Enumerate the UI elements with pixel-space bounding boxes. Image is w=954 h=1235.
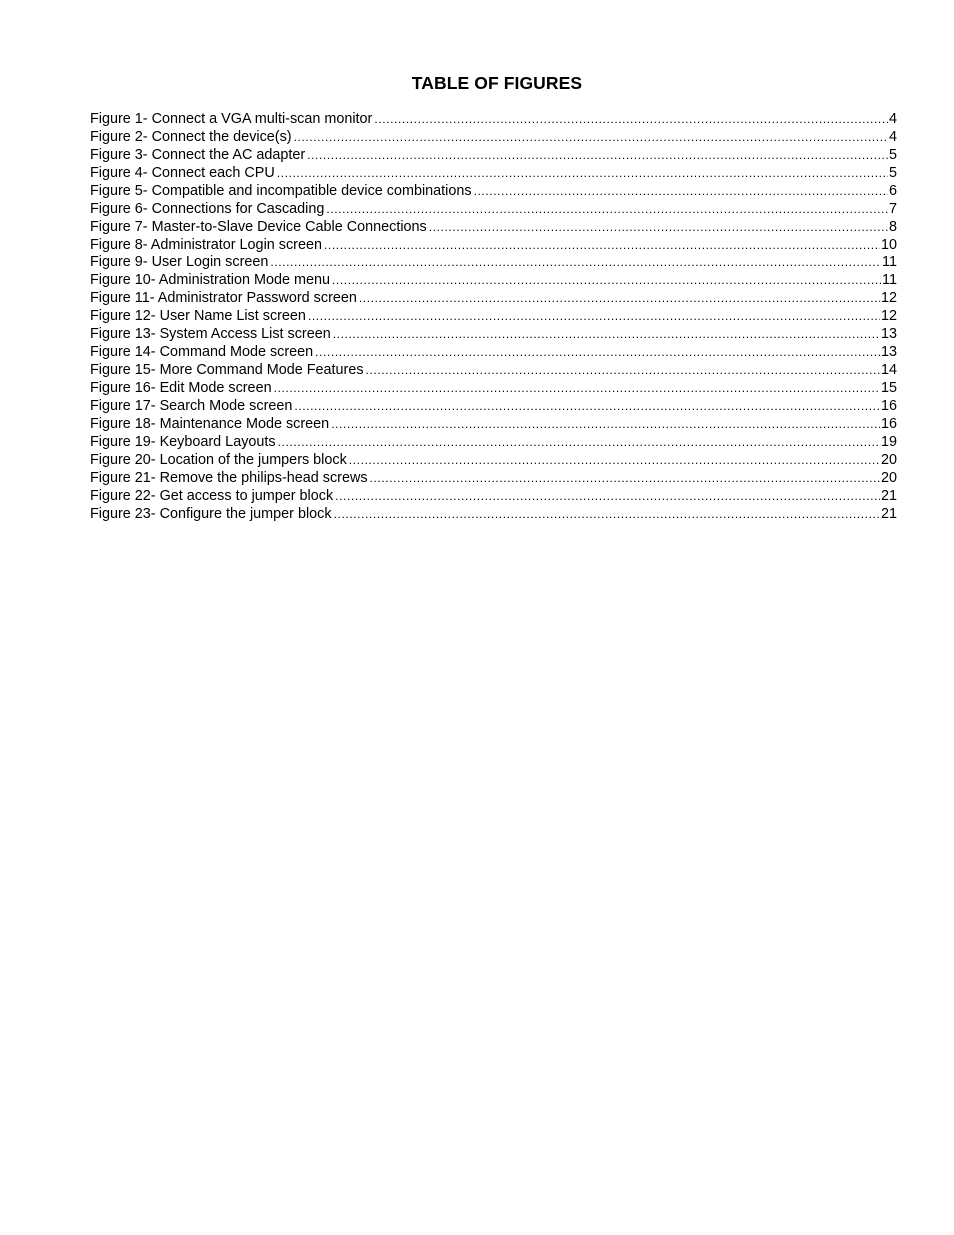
toc-entry-label: Figure 22- Get access to jumper block bbox=[90, 487, 334, 504]
toc-leader-dots bbox=[315, 344, 880, 362]
page-title: TABLE OF FIGURES bbox=[411, 73, 583, 93]
toc-leader-dots bbox=[326, 201, 888, 219]
toc-leader-dots bbox=[366, 362, 880, 380]
toc-entry-page: 21 bbox=[880, 505, 897, 522]
toc-entry[interactable] bbox=[90, 237, 897, 255]
toc-entry-page: 21 bbox=[880, 487, 897, 504]
toc-leader-dots bbox=[334, 506, 880, 524]
toc-entry-page: 11 bbox=[882, 254, 897, 271]
toc-leader-dots bbox=[274, 380, 880, 398]
toc-leader-dots bbox=[278, 434, 880, 452]
toc-entry-page: 5 bbox=[888, 146, 897, 163]
toc-entry-page: 12 bbox=[880, 308, 897, 325]
toc-entry-page: 6 bbox=[888, 182, 897, 199]
toc-entry[interactable] bbox=[90, 201, 897, 219]
toc-entry-label: Figure 9- User Login screen bbox=[90, 254, 269, 271]
toc-entry-page: 20 bbox=[880, 469, 897, 486]
toc-entry-page: 13 bbox=[880, 344, 897, 361]
toc-leader-dots bbox=[335, 488, 880, 506]
toc-entry-page: 20 bbox=[880, 451, 897, 468]
toc-entry[interactable] bbox=[90, 506, 897, 524]
toc-entry[interactable] bbox=[90, 308, 897, 326]
toc-entry[interactable] bbox=[90, 219, 897, 237]
toc-entry-label: Figure 23- Configure the jumper block bbox=[90, 505, 332, 522]
toc-entry[interactable] bbox=[90, 488, 897, 506]
toc-entry-page: 7 bbox=[888, 200, 897, 217]
toc-entry-page: 10 bbox=[880, 236, 897, 253]
toc-leader-dots bbox=[332, 272, 881, 290]
toc-entry[interactable] bbox=[90, 111, 897, 129]
toc-entry[interactable] bbox=[90, 344, 897, 362]
toc-entry-page: 11 bbox=[882, 272, 897, 289]
toc-entry-page: 15 bbox=[880, 380, 897, 397]
toc-entry[interactable] bbox=[90, 470, 897, 488]
toc-entry-page: 16 bbox=[880, 415, 897, 432]
toc-entry-label: Figure 1- Connect a VGA multi-scan monitor bbox=[90, 111, 373, 127]
toc-leader-dots bbox=[270, 255, 881, 273]
toc-leader-dots bbox=[294, 398, 880, 416]
toc-leader-dots bbox=[307, 147, 888, 165]
toc-entry[interactable] bbox=[90, 434, 897, 452]
toc-entry-page: 8 bbox=[888, 218, 897, 235]
toc-entry[interactable] bbox=[90, 272, 897, 290]
toc-entry-page: 5 bbox=[888, 164, 897, 181]
toc-entry[interactable] bbox=[90, 147, 897, 165]
toc-entry[interactable] bbox=[90, 326, 897, 344]
toc-entry-label: Figure 10- Administration Mode menu bbox=[90, 272, 330, 289]
toc-entry[interactable] bbox=[90, 165, 897, 183]
toc-entry-label: Figure 4- Connect each CPU bbox=[90, 164, 275, 181]
toc-entry[interactable] bbox=[90, 452, 897, 470]
toc-entry-label: Figure 11- Administrator Password screen bbox=[90, 290, 357, 307]
toc-entry-page: 4 bbox=[888, 111, 897, 127]
toc-entry-label: Figure 2- Connect the device(s) bbox=[90, 128, 292, 145]
toc-entry-label: Figure 14- Command Mode screen bbox=[90, 344, 314, 361]
toc-leader-dots bbox=[333, 326, 880, 344]
toc-leader-dots bbox=[277, 165, 888, 183]
toc-leader-dots bbox=[474, 183, 888, 201]
toc-entry-page: 19 bbox=[880, 433, 897, 450]
toc-entry[interactable] bbox=[90, 416, 897, 434]
toc-entry-label: Figure 19- Keyboard Layouts bbox=[90, 433, 276, 450]
toc-entry-label: Figure 17- Search Mode screen bbox=[90, 398, 293, 414]
toc-leader-dots bbox=[324, 237, 880, 255]
toc-entry-label: Figure 13- System Access List screen bbox=[90, 326, 331, 343]
toc-entry-label: Figure 21- Remove the philips-head screws bbox=[90, 469, 368, 486]
toc-entry-label: Figure 16- Edit Mode screen bbox=[90, 380, 272, 397]
toc-entry[interactable] bbox=[90, 290, 897, 308]
toc-entry-label: Figure 15- More Command Mode Features bbox=[90, 362, 364, 379]
toc-entry-label: Figure 7- Master-to-Slave Device Cable Connections bbox=[90, 218, 427, 235]
toc-leader-dots bbox=[359, 290, 880, 308]
toc-entry-label: Figure 6- Connections for Cascading bbox=[90, 200, 325, 217]
toc-entry-page: 4 bbox=[888, 128, 897, 145]
toc-entry-label: Figure 12- User Name List screen bbox=[90, 308, 306, 325]
toc-entry-page: 14 bbox=[880, 362, 897, 379]
toc-leader-dots bbox=[294, 129, 888, 147]
toc-entry-label: Figure 5- Compatible and incompatible device combinations bbox=[90, 182, 472, 199]
toc-leader-dots bbox=[308, 308, 880, 326]
toc-entry-label: Figure 8- Administrator Login screen bbox=[90, 236, 322, 253]
toc-entry[interactable] bbox=[90, 129, 897, 147]
toc-entry-page: 12 bbox=[880, 290, 897, 307]
toc-leader-dots bbox=[349, 452, 880, 470]
toc-entry[interactable] bbox=[90, 398, 897, 416]
toc-leader-dots bbox=[429, 219, 888, 237]
toc-entry-label: Figure 3- Connect the AC adapter bbox=[90, 146, 306, 163]
table-of-figures-list bbox=[90, 111, 897, 524]
toc-entry[interactable] bbox=[90, 380, 897, 398]
toc-leader-dots bbox=[331, 416, 880, 434]
toc-entry-label: Figure 20- Location of the jumpers block bbox=[90, 451, 347, 468]
toc-entry-label: Figure 18- Maintenance Mode screen bbox=[90, 415, 330, 432]
toc-leader-dots bbox=[374, 111, 888, 129]
toc-entry[interactable] bbox=[90, 255, 897, 273]
toc-entry-page: 16 bbox=[880, 398, 897, 414]
toc-entry[interactable] bbox=[90, 183, 897, 201]
toc-leader-dots bbox=[370, 470, 880, 488]
toc-entry-page: 13 bbox=[880, 326, 897, 343]
toc-entry[interactable] bbox=[90, 362, 897, 380]
